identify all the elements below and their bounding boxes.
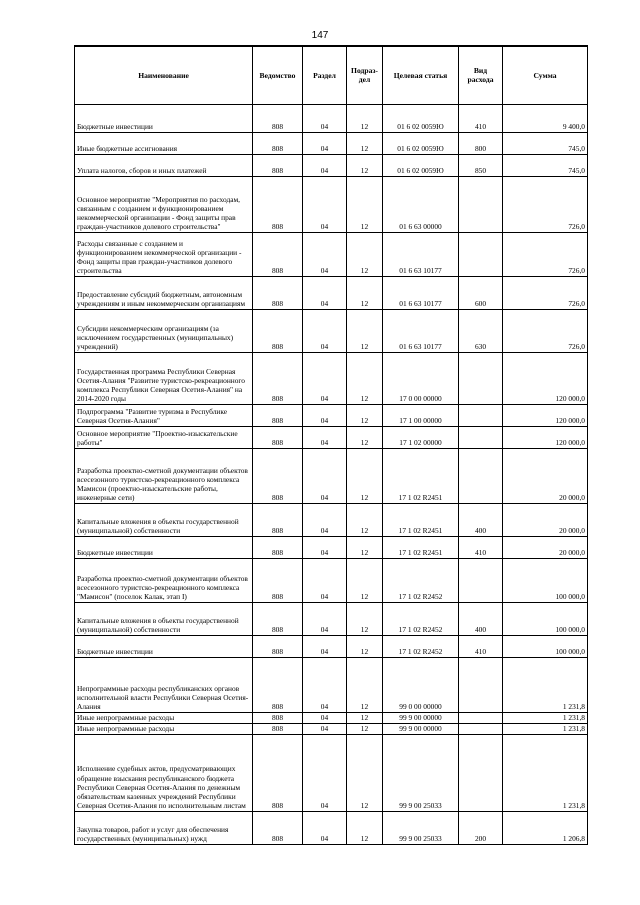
table-row [75,104,588,132]
cell-target: 01 6 63 10177 [383,232,459,276]
cell-amount: 20 000,0 [503,503,588,536]
cell-name: Бюджетные инвестиции [75,536,253,558]
cell-expense-type [459,426,503,448]
page-number: 147 [311,30,329,41]
cell-expense-type: 200 [459,811,503,844]
cell-expense-type: 410 [459,635,503,657]
table-row [75,154,588,176]
table-row [75,404,588,426]
table-body [75,104,588,844]
cell-expense-type: 800 [459,132,503,154]
table-row [75,635,588,657]
header-target: Целевая статья [383,46,459,104]
cell-subsection: 12 [347,558,383,602]
table-row [75,232,588,276]
cell-target: 17 1 02 R2452 [383,558,459,602]
table-row [75,723,588,734]
cell-name: Бюджетные инвестиции [75,104,253,132]
cell-ministry: 808 [253,734,303,811]
cell-target: 01 6 02 0059Ю [383,132,459,154]
cell-target: 01 6 02 0059Ю [383,104,459,132]
table-row [75,309,588,352]
cell-ministry: 808 [253,723,303,734]
cell-section: 04 [303,309,347,352]
cell-subsection: 12 [347,503,383,536]
cell-subsection: 12 [347,276,383,309]
cell-expense-type [459,723,503,734]
cell-subsection: 12 [347,426,383,448]
cell-name: Бюджетные инвестиции [75,635,253,657]
cell-name: Иные непрограммные расходы [75,712,253,723]
cell-ministry: 808 [253,176,303,232]
cell-section: 04 [303,536,347,558]
cell-expense-type: 400 [459,503,503,536]
cell-section: 04 [303,712,347,723]
cell-amount: 100 000,0 [503,558,588,602]
cell-amount: 726,0 [503,176,588,232]
cell-expense-type: 600 [459,276,503,309]
cell-section: 04 [303,276,347,309]
cell-expense-type: 410 [459,104,503,132]
cell-target: 17 1 02 R2451 [383,448,459,503]
cell-subsection: 12 [347,734,383,811]
table-row [75,536,588,558]
cell-section: 04 [303,154,347,176]
cell-ministry: 808 [253,602,303,635]
table-row [75,712,588,723]
cell-target: 99 9 00 25033 [383,734,459,811]
cell-amount: 1 231,8 [503,657,588,712]
cell-amount: 120 000,0 [503,426,588,448]
cell-target: 01 6 63 10177 [383,276,459,309]
cell-target: 01 6 63 10177 [383,309,459,352]
cell-target: 99 9 00 00000 [383,723,459,734]
cell-name: Разработка проектно-сметной документации объектов всесезонного туристско-рекреационного комплекса "Мамисон" (поселок Калак, этап I) [75,558,253,602]
cell-amount: 1 231,8 [503,734,588,811]
cell-section: 04 [303,811,347,844]
header-amount: Сумма [503,46,588,104]
cell-ministry: 808 [253,426,303,448]
cell-name: Разработка проектно-сметной документации объектов всесезонного туристско-рекреационного комплекса Мамисон (проектно-изыскательские работы, инженерные сети) [75,448,253,503]
cell-section: 04 [303,404,347,426]
cell-amount: 20 000,0 [503,536,588,558]
cell-subsection: 12 [347,536,383,558]
cell-subsection: 12 [347,723,383,734]
cell-expense-type [459,232,503,276]
cell-amount: 100 000,0 [503,635,588,657]
cell-subsection: 12 [347,309,383,352]
cell-subsection: 12 [347,404,383,426]
cell-subsection: 12 [347,635,383,657]
cell-name: Государственная программа Республики Северная Осетия-Алания "Развитие туристско-рекреационного комплекса Республики Северная Осетия-Алания" на 2014-2020 годы [75,352,253,404]
cell-target: 01 6 63 00000 [383,176,459,232]
budget-table [74,45,588,845]
header-ministry: Ведомство [253,46,303,104]
cell-amount: 120 000,0 [503,404,588,426]
cell-amount: 726,0 [503,276,588,309]
cell-expense-type [459,176,503,232]
cell-target: 99 0 00 00000 [383,657,459,712]
cell-subsection: 12 [347,154,383,176]
cell-expense-type [459,448,503,503]
cell-name: Расходы связанные с созданием и функционированием некоммерческой организации - Фонд защиты прав граждан-участников долевого строительства [75,232,253,276]
cell-subsection: 12 [347,602,383,635]
cell-expense-type [459,352,503,404]
cell-expense-type [459,404,503,426]
cell-name: Субсидии некоммерческим организациям (за исключением государственных (муниципальных) учреждений) [75,309,253,352]
header-section: Раздел [303,46,347,104]
cell-target: 01 6 02 0059Ю [383,154,459,176]
cell-subsection: 12 [347,352,383,404]
cell-section: 04 [303,232,347,276]
cell-amount: 726,0 [503,232,588,276]
cell-subsection: 12 [347,104,383,132]
cell-ministry: 808 [253,104,303,132]
cell-expense-type [459,734,503,811]
cell-name: Иные бюджетные ассигнования [75,132,253,154]
table-row [75,657,588,712]
cell-ministry: 808 [253,811,303,844]
cell-amount: 1 206,8 [503,811,588,844]
table-row [75,426,588,448]
cell-ministry: 808 [253,276,303,309]
table-row [75,558,588,602]
cell-ministry: 808 [253,503,303,536]
cell-expense-type [459,657,503,712]
cell-ministry: 808 [253,154,303,176]
cell-ministry: 808 [253,635,303,657]
cell-section: 04 [303,503,347,536]
cell-amount: 745,0 [503,132,588,154]
cell-ministry: 808 [253,404,303,426]
table-row [75,132,588,154]
cell-target: 17 1 02 R2451 [383,503,459,536]
cell-amount: 120 000,0 [503,352,588,404]
table-row [75,448,588,503]
cell-expense-type: 850 [459,154,503,176]
cell-expense-type: 630 [459,309,503,352]
cell-subsection: 12 [347,232,383,276]
cell-target: 17 1 02 R2451 [383,536,459,558]
cell-target: 17 1 02 R2452 [383,602,459,635]
cell-target: 17 0 00 00000 [383,352,459,404]
cell-ministry: 808 [253,232,303,276]
cell-subsection: 12 [347,712,383,723]
cell-section: 04 [303,602,347,635]
cell-name: Иные непрограммные расходы [75,723,253,734]
cell-target: 17 1 02 R2452 [383,635,459,657]
cell-ministry: 808 [253,712,303,723]
cell-subsection: 12 [347,448,383,503]
cell-subsection: 12 [347,132,383,154]
cell-name: Подпрограмма "Развитие туризма в Республике Северная Осетия-Алания" [75,404,253,426]
cell-name: Исполнение судебных актов, предусматривающих обращение взыскания республиканского бюджета Республики Северная Осетия-Алания по денежным обязательствам казенных учреждений Республики Северная Осетия-Алания по исполнительным листам [75,734,253,811]
cell-section: 04 [303,426,347,448]
cell-subsection: 12 [347,657,383,712]
cell-name: Уплата налогов, сборов и иных платежей [75,154,253,176]
cell-expense-type: 400 [459,602,503,635]
cell-target: 17 1 02 00000 [383,426,459,448]
header-name: Наименование [75,46,253,104]
table-row [75,176,588,232]
cell-amount: 1 231,8 [503,723,588,734]
cell-section: 04 [303,448,347,503]
cell-name: Непрограммные расходы республиканских органов исполнительной власти Республики Северная Осетия-Алания [75,657,253,712]
cell-name: Капитальные вложения в объекты государственной (муниципальной) собственности [75,503,253,536]
cell-amount: 1 231,8 [503,712,588,723]
cell-section: 04 [303,558,347,602]
header-subsection: Подраз-дел [347,46,383,104]
cell-section: 04 [303,104,347,132]
cell-expense-type [459,712,503,723]
table-row [75,734,588,811]
cell-amount: 745,0 [503,154,588,176]
cell-section: 04 [303,734,347,811]
cell-target: 17 1 00 00000 [383,404,459,426]
table-row [75,503,588,536]
cell-amount: 726,0 [503,309,588,352]
cell-section: 04 [303,657,347,712]
header-expense-type: Вид расхода [459,46,503,104]
cell-ministry: 808 [253,352,303,404]
cell-name: Капитальные вложения в объекты государственной (муниципальной) собственности [75,602,253,635]
cell-subsection: 12 [347,811,383,844]
cell-section: 04 [303,352,347,404]
cell-ministry: 808 [253,132,303,154]
cell-name: Закупка товаров, работ и услуг для обеспечения государственных (муниципальных) нужд [75,811,253,844]
table-row [75,352,588,404]
cell-ministry: 808 [253,657,303,712]
cell-target: 99 9 00 00000 [383,712,459,723]
cell-ministry: 808 [253,558,303,602]
cell-name: Основное мероприятие "Мероприятия по расходам, связанным с созданием и функционированием некоммерческой организации - Фонд защиты прав граждан-участников долевого строительства" [75,176,253,232]
cell-ministry: 808 [253,536,303,558]
cell-expense-type: 410 [459,536,503,558]
table-row [75,811,588,844]
cell-section: 04 [303,176,347,232]
table-row [75,276,588,309]
cell-section: 04 [303,132,347,154]
cell-subsection: 12 [347,176,383,232]
cell-expense-type [459,558,503,602]
cell-ministry: 808 [253,448,303,503]
table-row [75,602,588,635]
table-header [75,46,588,104]
cell-name: Предоставление субсидий бюджетным, автономным учреждениям и иным некоммерческим организациям [75,276,253,309]
cell-section: 04 [303,635,347,657]
cell-amount: 100 000,0 [503,602,588,635]
cell-target: 99 9 00 25033 [383,811,459,844]
cell-amount: 20 000,0 [503,448,588,503]
cell-section: 04 [303,723,347,734]
cell-amount: 9 400,0 [503,104,588,132]
cell-ministry: 808 [253,309,303,352]
cell-name: Основное мероприятие "Проектно-изыскательские работы" [75,426,253,448]
